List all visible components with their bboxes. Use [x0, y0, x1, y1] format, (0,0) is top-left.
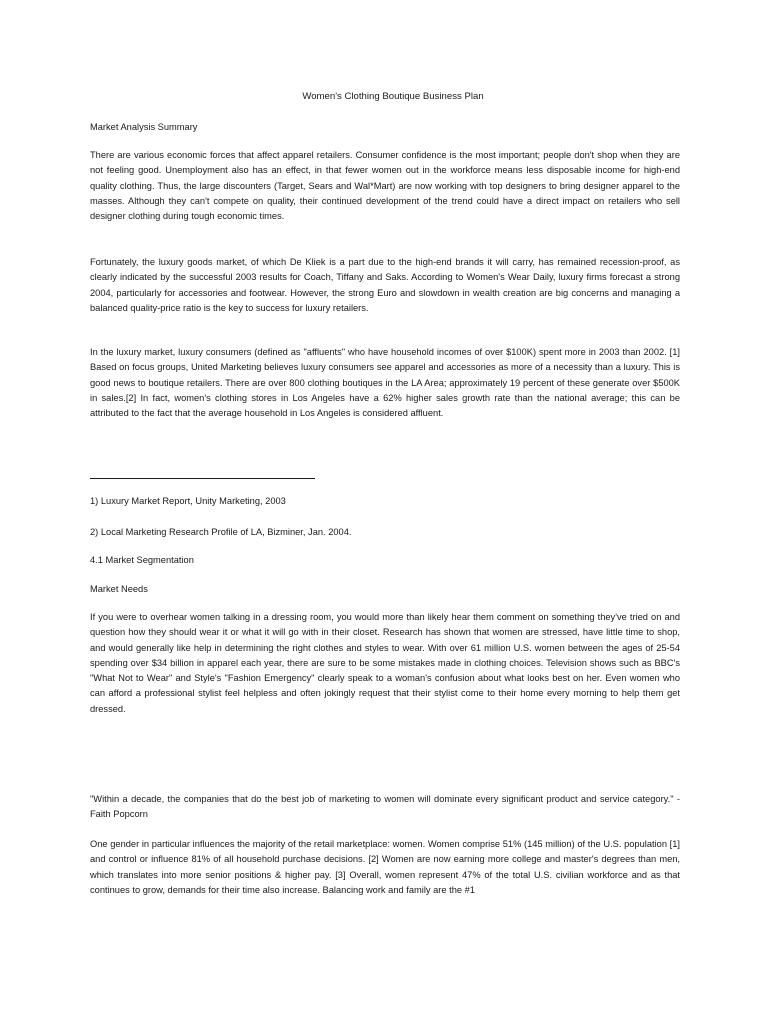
heading-market-needs: Market Needs: [90, 584, 148, 594]
footnote-divider: [90, 478, 315, 479]
heading-market-segmentation: 4.1 Market Segmentation: [90, 555, 194, 565]
document-title: Women's Clothing Boutique Business Plan: [302, 91, 484, 102]
heading-market-analysis: Market Analysis Summary: [90, 122, 198, 132]
paragraph-luxury-market: In the luxury market, luxury consumers (defined as "affluents" who have household incomes of over $100K) spent more in 2003 than 2002. [1] Based on focus groups, United Marketing believes luxury consumers see apparel and accessories as more of a necessity than a luxury. This is good news to boutique retailers. There are over 800 clothing boutiques in the LA Area; approximately 19 percent of these generate over $500K in sales.[2] In fact, women's clothing stores in Los Angeles have a 62% higher sales growth rate than the national average; this can be attributed to the fact that the average household in Los Angeles is considered affluent.: [90, 347, 680, 419]
quote-faith-popcorn: "Within a decade, the companies that do the best job of marketing to women will dominate every significant product and service category." -Faith Popcorn: [90, 794, 680, 820]
paragraph-luxury-goods: Fortunately, the luxury goods market, of which De Kliek is a part due to the high-end brands it will carry, has remained recession-proof, as clearly indicated by the successful 2003 results for Coach, Tiffany and Saks. According to Women's Wear Daily, luxury firms forecast a strong 2004, particularly for accessories and footwear. However, the strong Euro and slowdown in wealth creation are big concerns and managing a balanced quality-price ratio is the key to success for luxury retailers.: [90, 257, 680, 313]
footnote-2: 2) Local Marketing Research Profile of LA, Bizminer, Jan. 2004.: [90, 527, 352, 537]
paragraph-women-influence: One gender in particular influences the majority of the retail marketplace: women. Women comprise 51% (145 million) of the U.S. population [1] and control or influence 81% of all household purchase decisions. [2] Women are now earning more college and master's degrees than men, which translates into more senior positions & higher pay. [3] Overall, women represent 47% of the total U.S. civilian workforce and as that continues to grow, demands for their time also increase. Balancing work and family are the #1: [90, 839, 680, 895]
paragraph-market-needs: If you were to overhear women talking in a dressing room, you would more than likely hear them comment on something they've tried on and question how they should wear it or what it will go with in their closet. Research has shown that women are stressed, have little time to shop, and would generally like help in determining the right clothes and styles to wear. With over 61 million U.S. women between the ages of 25-54 spending over $34 billion in apparel each year, there are sure to be some mistakes made in clothing choices. Television shows such as BBC's "What Not to Wear" and Style's "Fashion Emergency" clearly speak to a woman's confusion about what looks best on her. Even women who can afford a professional stylist feel helpless and often jokingly request that their stylist come to their home every morning to help them get dressed.: [90, 612, 680, 714]
paragraph-economic-forces: There are various economic forces that affect apparel retailers. Consumer confidence is the most important; people don't shop when they are not feeling good. Unemployment also has an effect, in that fewer women out in the workforce means less disposable income for high-end quality clothing. Thus, the large discounters (Target, Sears and Wal*Mart) are now working with top designers to bring designer apparel to the masses. Although they can't compete on quality, their continued development of the trend could have a direct impact on retailers who sell designer clothing during tough economic times.: [90, 150, 680, 222]
footnote-1: 1) Luxury Market Report, Unity Marketing, 2003: [90, 496, 286, 506]
